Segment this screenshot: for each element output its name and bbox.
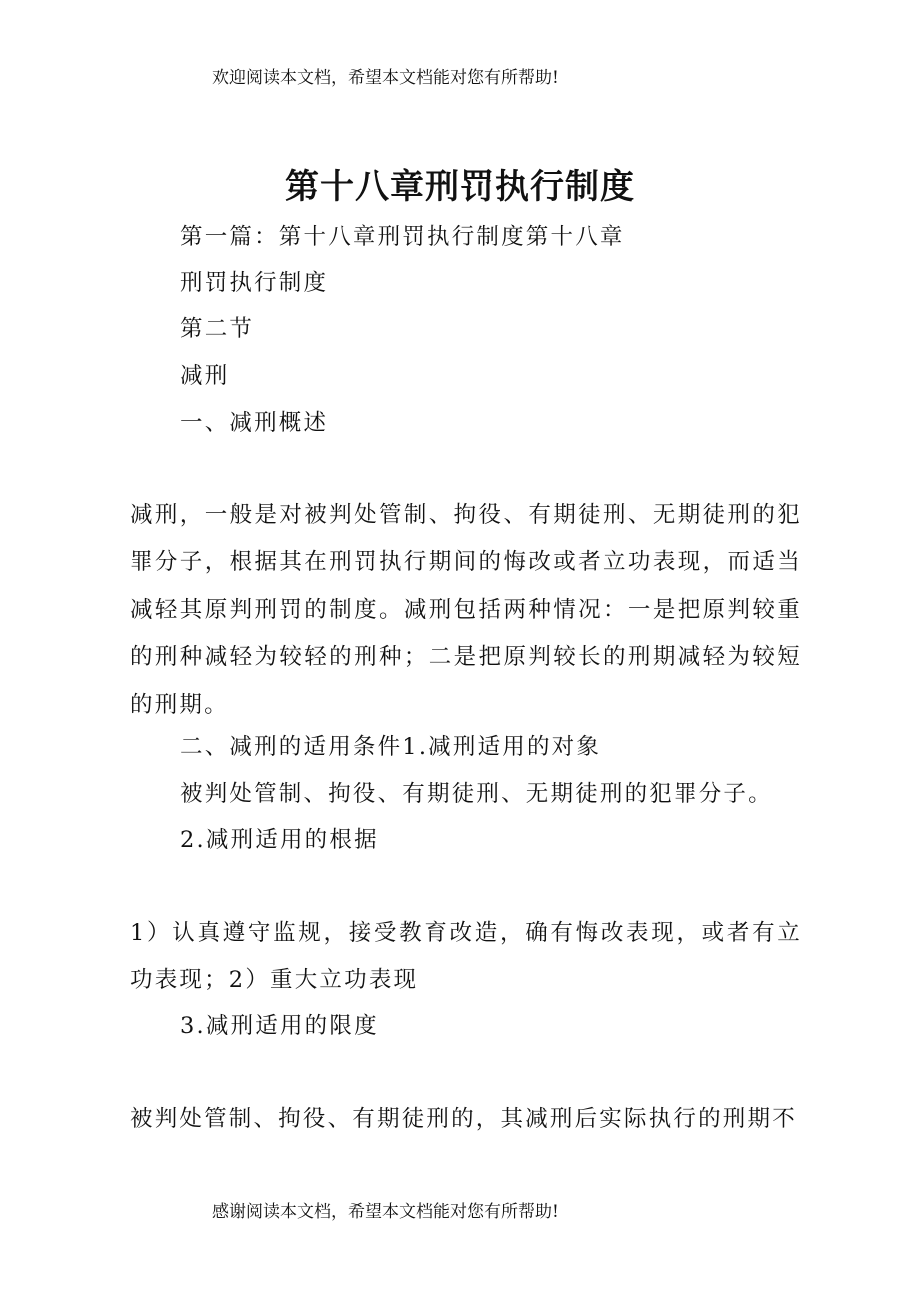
text-line-9: 3.减刑适用的限度 (180, 1013, 379, 1039)
text-line-3: 第二节 (180, 316, 255, 342)
text-line-5: 一、减刑概述 (180, 410, 329, 436)
text-line-6: 二、减刑的适用条件1.减刑适用的对象 (180, 734, 602, 760)
text-line-4: 减刑 (180, 363, 230, 389)
footer-note: 感谢阅读本文档，希望本文档能对您有所帮助! (212, 1202, 559, 1222)
text-line-2: 刑罚执行制度 (180, 270, 329, 296)
text-line-1: 第一篇：第十八章刑罚执行制度第十八章 (180, 224, 625, 250)
header-note: 欢迎阅读本文档，希望本文档能对您有所帮助! (212, 68, 559, 88)
document-title: 第十八章刑罚执行制度 (285, 167, 635, 207)
paragraph-2: 1）认真遵守监规，接受教育改造，确有悔改表现，或者有立功表现；2）重大立功表现 (130, 920, 802, 994)
paragraph-1: 减刑，一般是对被判处管制、拘役、有期徒刑、无期徒刑的犯罪分子，根据其在刑罚执行期间的悔改或者立功表现，而适当减轻其原判刑罚的制度。减刑包括两种情况：一是把原判较重的刑种减轻为较轻的刑种；二是把原判较长的刑期减轻为较短的刑期。 (130, 502, 802, 718)
text-line-8: 2.减刑适用的根据 (180, 827, 379, 853)
text-line-7: 被判处管制、拘役、有期徒刑、无期徒刑的犯罪分子。 (180, 781, 773, 807)
paragraph-3: 被判处管制、拘役、有期徒刑的，其减刑后实际执行的刑期不 (130, 1106, 797, 1132)
